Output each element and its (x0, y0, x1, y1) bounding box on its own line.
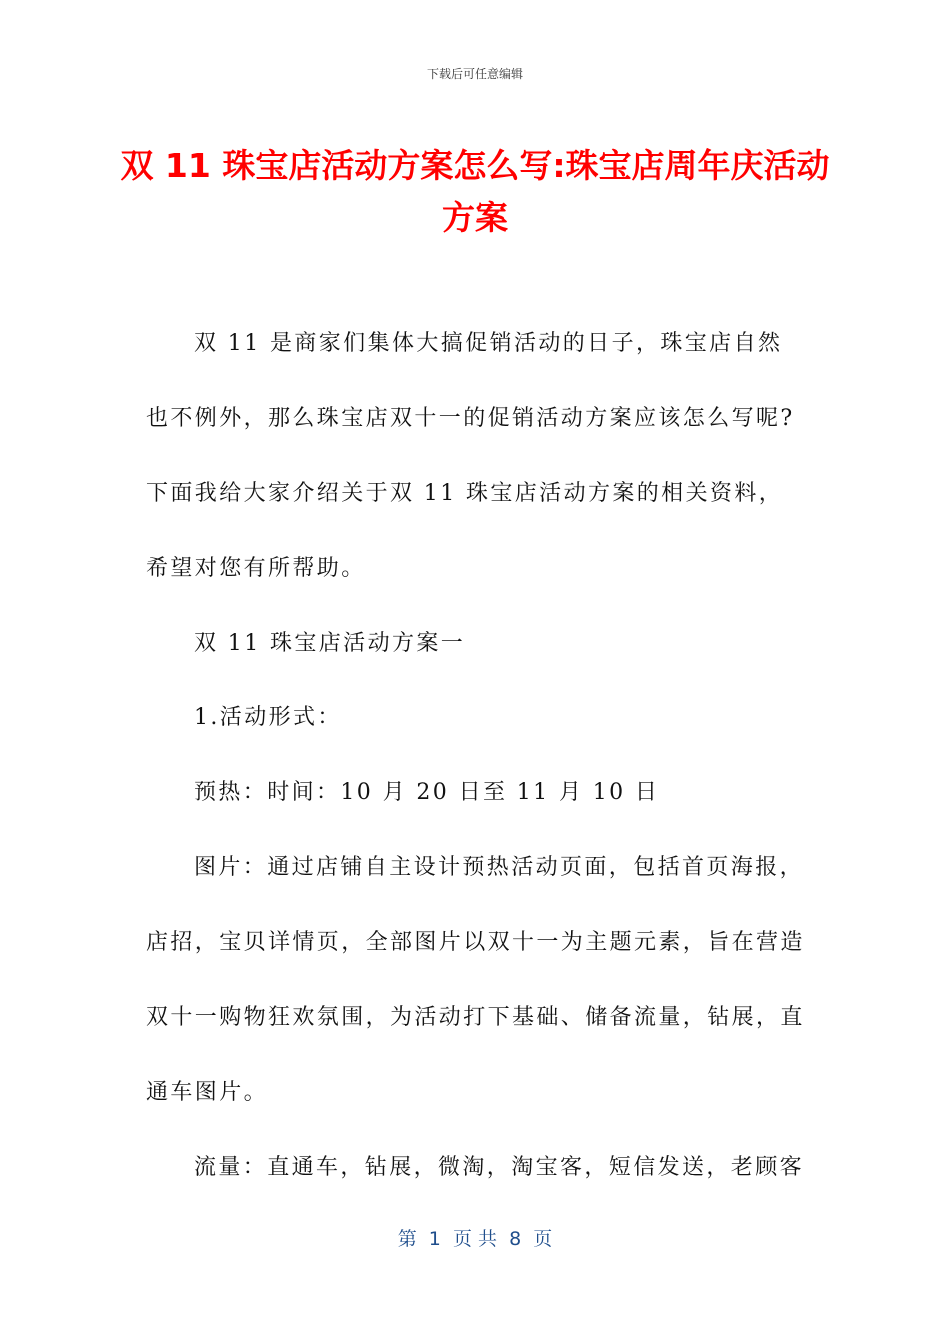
document-title: 双 11 珠宝店活动方案怎么写:珠宝店周年庆活动方案 (120, 146, 830, 237)
page-number-footer: 第 1 页 共 8 页 (397, 1228, 553, 1250)
intro-paragraph: 双 11 是商家们集体大搞促销活动的日子，珠宝店自然也不例外，那么珠宝店双十一的促销活动方案应该怎么写呢?下面我给大家介绍关于双 11 珠宝店活动方案的相关资料，希望对您有所帮助。 (146, 331, 795, 581)
section-heading: 双 11 珠宝店活动方案一 (194, 631, 466, 656)
traffic-paragraph: 流量：直通车，钻展，微淘，淘宝客，短信发送，老顾客 (194, 1155, 805, 1180)
page-header-note: 下载后可任意编辑 (426, 67, 523, 81)
activity-form-heading: 1.活动形式： (194, 705, 342, 730)
images-paragraph: 图片：通过店铺自主设计预热活动页面，包括首页海报，店招，宝贝详情页，全部图片以双十一为主题元素，旨在营造双十一购物狂欢氛围，为活动打下基础、储备流量，钻展，直通车图片。 (146, 855, 805, 1105)
warmup-time-paragraph: 预热：时间：10 月 20 日至 11 月 10 日 (194, 780, 660, 805)
